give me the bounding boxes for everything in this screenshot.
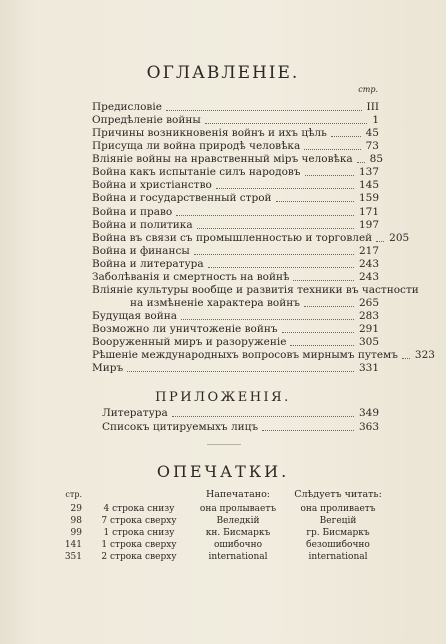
toc-entry-label: Заболѣванія и смертность на войнѣ xyxy=(92,271,290,283)
toc-entry xyxy=(92,271,379,284)
toc-entry xyxy=(92,166,379,179)
dot-leader xyxy=(305,175,354,176)
toc-entry-label: Война и государственный строй xyxy=(92,192,272,204)
toc-entry-page: 197 xyxy=(358,219,379,231)
dot-leader xyxy=(208,267,354,268)
toc-entry xyxy=(92,258,379,271)
errata-printed: internatіonal xyxy=(208,552,268,562)
dot-leader xyxy=(262,430,354,431)
toc-entry-page: 73 xyxy=(365,140,379,152)
toc-entry-label: Война и право xyxy=(92,206,173,218)
toc-entry-page: 1 xyxy=(372,114,379,126)
dot-leader xyxy=(304,306,354,307)
dot-leader xyxy=(304,149,360,150)
toc-entry xyxy=(92,206,379,219)
toc-entry-page: 145 xyxy=(358,179,379,191)
toc-entry-label: Предисловіе xyxy=(92,101,162,113)
errata-page: 29 xyxy=(70,504,82,514)
toc-entry xyxy=(92,323,379,336)
toc-entry-page: 171 xyxy=(358,206,379,218)
errata-title: ОПЕЧАТКИ. xyxy=(156,462,290,481)
dot-leader xyxy=(172,416,354,417)
toc-entry xyxy=(92,245,379,258)
errata-row xyxy=(0,503,446,515)
toc-entry xyxy=(92,310,379,323)
appendix-entry-page: 363 xyxy=(358,421,379,433)
errata-row xyxy=(0,539,446,551)
dot-leader xyxy=(181,319,354,320)
toc-entry-label: Вліяніе войны на нравственный міръ человѣка xyxy=(92,153,353,165)
toc-entry-label: Причины возникновенія войнъ и ихъ цѣль xyxy=(92,127,327,139)
toc-entry-page: 205 xyxy=(389,232,410,244)
toc-entry-label: Миръ xyxy=(92,362,124,374)
errata-line: 7 строка сверху xyxy=(101,516,177,526)
toc-entry xyxy=(92,219,379,232)
errata-printed: она пролываетъ xyxy=(199,504,277,514)
toc-entry xyxy=(92,362,379,375)
toc-entry-page: 217 xyxy=(358,245,379,257)
appendix-entry-page: 349 xyxy=(358,407,379,419)
errata-page: 99 xyxy=(70,528,82,538)
errata-header-should-read: Слѣдуетъ читать: xyxy=(294,489,382,500)
errata-page: 98 xyxy=(70,516,82,526)
toc-entry xyxy=(92,192,379,205)
errata-line: 2 строка сверху xyxy=(101,552,177,562)
dot-leader xyxy=(331,136,361,137)
page-title: ОГЛАВЛЕНІЕ. xyxy=(146,63,300,83)
toc-entry xyxy=(92,349,435,362)
toc-entry-label: Война и христіанство xyxy=(92,179,212,191)
appendix-entry xyxy=(102,407,379,420)
dot-leader xyxy=(197,228,354,229)
toc-entry-label: на измѣненіе характера войнъ xyxy=(130,297,300,309)
dot-leader xyxy=(127,371,354,372)
toc-entry-page: 243 xyxy=(358,271,379,283)
toc-entry xyxy=(92,140,379,153)
errata-should-read: international xyxy=(308,552,368,562)
toc-entry-page: 159 xyxy=(358,192,379,204)
errata-line: 1 строка снизу xyxy=(103,528,175,538)
toc-entry-page: 45 xyxy=(365,127,379,139)
errata-header-page: стр. xyxy=(65,490,82,499)
errata-header xyxy=(0,489,446,501)
toc-entry xyxy=(92,232,410,245)
toc-entry-label: Будущая война xyxy=(92,310,178,322)
dot-leader xyxy=(293,280,354,281)
toc-entry-page: 305 xyxy=(358,336,379,348)
toc-entry xyxy=(92,179,379,192)
toc-entry-label: Присуща ли война природѣ человѣка xyxy=(92,140,301,152)
toc-entry-page: 137 xyxy=(358,166,379,178)
toc-entry-page: III xyxy=(366,101,379,113)
errata-should-read: Вегецій xyxy=(319,516,357,526)
toc-entry-page: 265 xyxy=(358,297,379,309)
toc-entry xyxy=(92,153,384,166)
toc-entry-label: Вооруженный миръ и разоруженіе xyxy=(92,336,287,348)
errata-printed: кн. Бисмаркъ xyxy=(205,528,271,538)
toc-entry-label: Война въ связи съ промышленностью и торговлей xyxy=(92,232,373,244)
errata-row xyxy=(0,515,446,527)
toc-entry-page: 291 xyxy=(358,323,379,335)
toc-entry-label: Война какъ испытаніе силъ народовъ xyxy=(92,166,301,178)
page-column-label: стр. xyxy=(358,85,378,94)
dot-leader xyxy=(402,358,410,359)
dot-leader xyxy=(276,201,354,202)
errata-printed: ошибочно xyxy=(214,540,262,550)
errata-should-read: она проливаетъ xyxy=(300,504,376,514)
appendix-title: ПРИЛОЖЕНІЯ. xyxy=(155,390,291,405)
errata-row xyxy=(0,551,446,563)
errata-header-printed: Напечатано: xyxy=(205,489,271,500)
toc-entry-page: 283 xyxy=(358,310,379,322)
toc-entry-label: Война и политика xyxy=(92,219,193,231)
toc-entry-page: 85 xyxy=(369,153,384,165)
dot-leader xyxy=(376,241,384,242)
toc-entry-page: 323 xyxy=(414,349,435,361)
toc-entry-label: Рѣшеніе международныхъ вопросовъ мирнымъ путемъ xyxy=(92,349,398,361)
dot-leader xyxy=(205,123,368,124)
toc-entry-page: 331 xyxy=(358,362,379,374)
errata-line: 1 строка сверху xyxy=(101,540,177,550)
toc-entry xyxy=(92,114,379,127)
dot-leader xyxy=(216,188,354,189)
dot-leader xyxy=(176,215,354,216)
dot-leader xyxy=(282,332,354,333)
errata-printed: Веледкій xyxy=(216,516,260,526)
toc-entry-label: Война и финансы xyxy=(92,245,190,257)
dot-leader xyxy=(357,162,365,163)
errata-line: 4 строка снизу xyxy=(103,504,175,514)
dot-leader xyxy=(290,345,354,346)
toc-entry-label: Война и литература xyxy=(92,258,204,270)
toc-entry-label: Опредѣленіе войны xyxy=(92,114,201,126)
dot-leader xyxy=(194,254,354,255)
errata-row xyxy=(0,527,446,539)
toc-entry xyxy=(92,127,379,140)
appendix-entry xyxy=(102,421,379,434)
dot-leader xyxy=(166,110,362,111)
toc-entry xyxy=(92,336,379,349)
toc-entry-label: Возможно ли уничтоженіе войнъ xyxy=(92,323,278,335)
errata-should-read: безошибочно xyxy=(306,540,370,550)
errata-page: 351 xyxy=(64,552,82,562)
toc-entry-page: 243 xyxy=(358,258,379,270)
divider xyxy=(207,444,241,445)
toc-entry xyxy=(130,297,379,310)
appendix-entry-label: Списокъ цитируемыхъ лицъ xyxy=(102,421,259,433)
appendix-entry-label: Литература xyxy=(102,407,168,419)
toc-entry-first-line: Вліяніе культуры вообще и развитія техники въ частности xyxy=(92,284,419,296)
errata-should-read: гр. Бисмаркъ xyxy=(306,528,370,538)
errata-page: 141 xyxy=(64,540,82,550)
toc-entry xyxy=(92,101,379,114)
